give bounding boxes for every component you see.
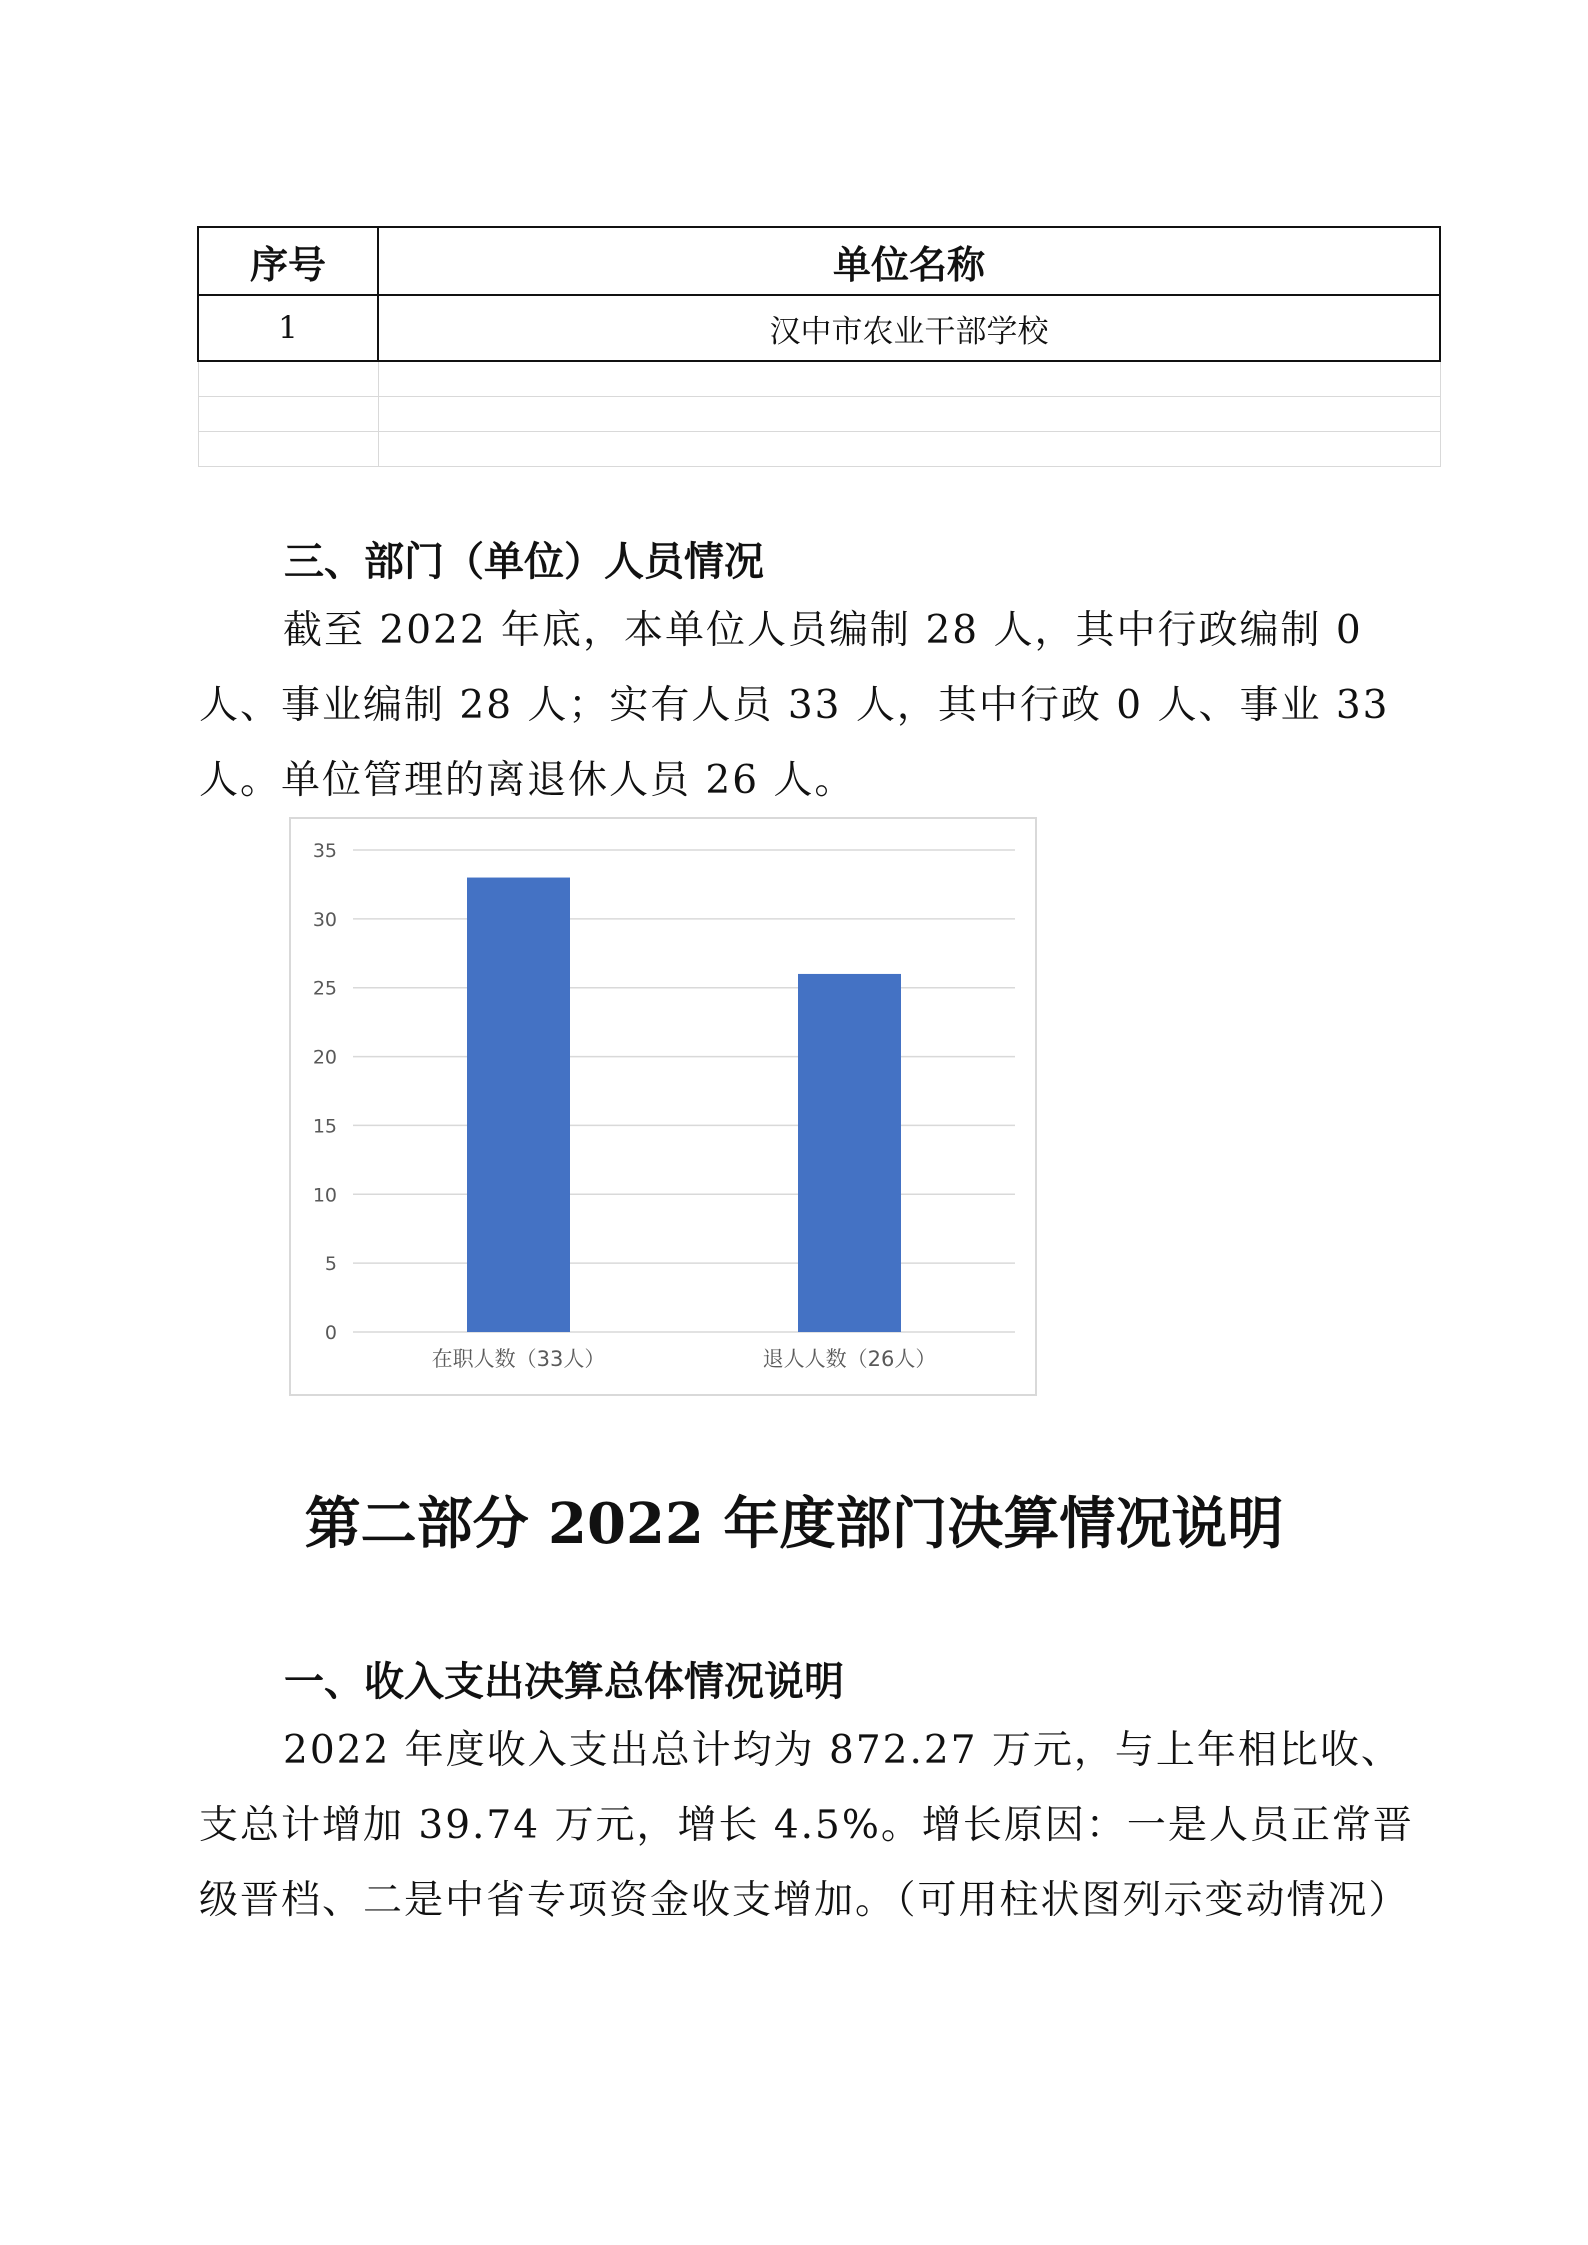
y-tick-label: 30 — [312, 908, 337, 931]
empty-cell — [198, 432, 378, 467]
empty-row — [198, 432, 1440, 467]
y-tick-label: 15 — [312, 1115, 337, 1138]
part2-heading: 一、收入支出决算总体情况说明 — [284, 1659, 844, 1705]
empty-row — [198, 397, 1440, 432]
table-header-row — [198, 227, 1440, 295]
empty-cell — [378, 432, 1440, 467]
header-unit-name: 单位名称 — [378, 227, 1440, 295]
cell-serial: 1 — [198, 295, 378, 361]
y-tick-label: 25 — [312, 977, 337, 1000]
staff-bar-chart — [289, 817, 1037, 1396]
empty-cell — [198, 361, 378, 397]
empty-cell — [378, 397, 1440, 432]
section3-paragraph: 截至 2022 年底，本单位人员编制 28 人，其中行政编制 0 人、事业编制 28 人；实有人员 33 人，其中行政 0 人、事业 33 人。单位管理的离退休人员 26 人。 — [199, 608, 1390, 803]
chart-svg — [291, 819, 1039, 1398]
header-serial: 序号 — [198, 227, 378, 295]
y-tick-label: 35 — [312, 840, 337, 862]
empty-row — [198, 361, 1440, 397]
x-category-label: 退人人数（26人） — [762, 1347, 937, 1371]
part2-title: 第二部分 2022 年度部门决算情况说明 — [304, 1491, 1284, 1557]
y-tick-label: 0 — [324, 1322, 337, 1344]
section3-heading: 三、部门（单位）人员情况 — [284, 539, 764, 585]
empty-cell — [378, 361, 1440, 397]
empty-cell — [198, 397, 378, 432]
bar — [798, 974, 901, 1332]
unit-table — [197, 226, 1441, 467]
cell-unit-name: 汉中市农业干部学校 — [378, 295, 1440, 361]
y-tick-label: 10 — [312, 1184, 337, 1207]
y-tick-label: 20 — [312, 1046, 337, 1069]
x-category-label: 在职人数（33人） — [431, 1347, 606, 1371]
bar — [467, 878, 570, 1332]
y-tick-label: 5 — [324, 1253, 337, 1276]
part2-paragraph: 2022 年度收入支出总计均为 872.27 万元，与上年相比收、支总计增加 39.74 万元，增长 4.5%。增长原因：一是人员正常晋级晋档、二是中省专项资金收支增加。（可用柱状图列示变动情况） — [199, 1728, 1414, 1923]
table-row — [198, 295, 1440, 361]
